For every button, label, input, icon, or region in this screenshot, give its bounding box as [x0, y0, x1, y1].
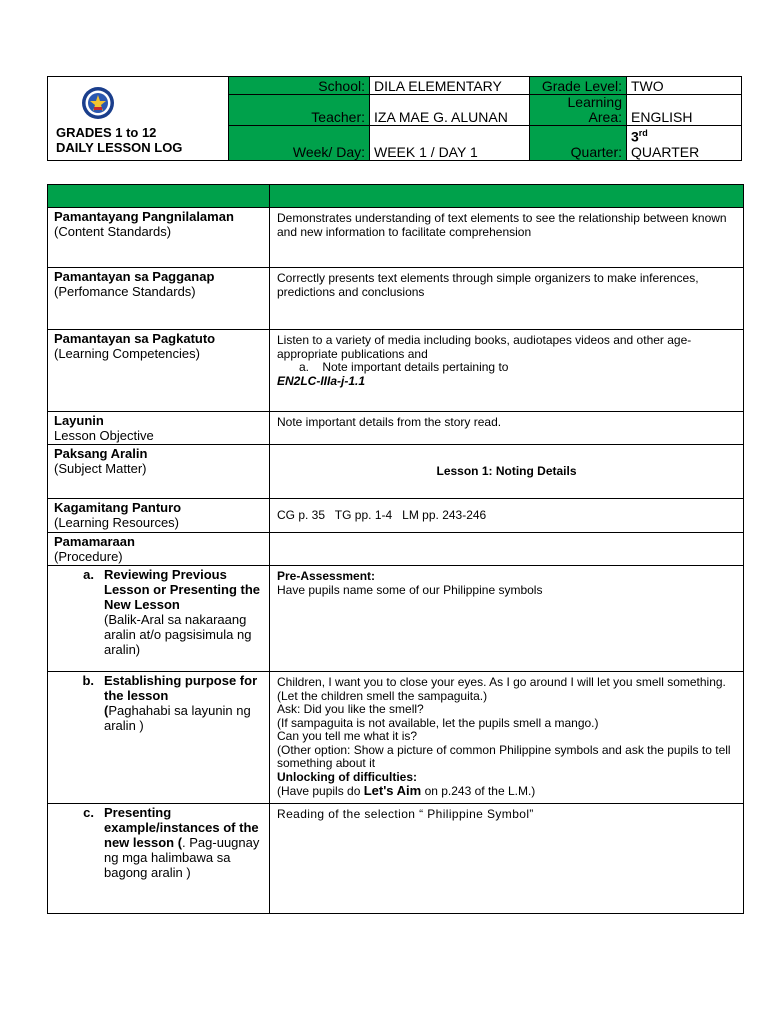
unlocking-heading: Unlocking of difficulties: — [277, 769, 417, 784]
competency-code: EN2LC-IIIa-j-1.1 — [277, 373, 366, 388]
row-label-bold: Kagamitang Panturo — [54, 500, 182, 515]
quarter-word: QUARTER — [631, 143, 700, 160]
row-label — [48, 445, 270, 499]
header-table — [47, 76, 742, 161]
row-label-bold: Layunin — [54, 413, 104, 428]
school-label: School: — [229, 77, 370, 95]
doc-title-line1: GRADES 1 to 12 — [56, 125, 157, 140]
row-label — [48, 672, 270, 804]
area-label-line2: Area: — [588, 109, 622, 125]
table-row-lesson-objective — [48, 412, 744, 445]
row-label-sub: Lesson Objective — [54, 428, 154, 443]
area-value: ENGLISH — [627, 95, 742, 126]
table-row-procedure-b — [48, 672, 744, 804]
pre-assessment-heading: Pre-Assessment: — [277, 569, 376, 583]
purpose-line5: (Other option: Show a picture of common Philippine symbols and ask the pupils to tell something about it — [277, 742, 731, 770]
quarter-sup: rd — [638, 128, 648, 138]
competency-item: a. Note important details pertaining to — [299, 360, 509, 374]
row-label — [48, 268, 270, 330]
lets-aim-text: Let's Aim — [363, 783, 422, 798]
table-row-learning-resources — [48, 499, 744, 533]
grade-label: Grade Level: — [530, 77, 627, 95]
row-label-sub: (Content Standards) — [54, 224, 172, 239]
row-label — [48, 499, 270, 533]
purpose-line6-c: on p.243 of the L.M.) — [421, 784, 536, 798]
proc-sub: . Pag-uugnay ng mga halimbawa sa bagong aralin ) — [104, 834, 260, 880]
purpose-line6-a: (Have pupils do — [277, 784, 364, 798]
row-label-sub: (Learning Resources) — [54, 515, 180, 530]
row-content — [270, 566, 744, 672]
proc-sub: Paghahabi sa layunin ng aralin ) — [104, 703, 251, 733]
week-value: WEEK 1 / DAY 1 — [370, 126, 530, 161]
area-label — [530, 95, 627, 126]
table-header-row — [48, 185, 744, 208]
table-row-procedure — [48, 533, 744, 566]
school-value: DILA ELEMENTARY — [370, 77, 530, 95]
doc-title-line2: DAILY LESSON LOG — [56, 140, 183, 155]
row-label — [48, 208, 270, 268]
row-label-bold: Pamamaraan — [54, 534, 135, 549]
quarter-label: Quarter: — [530, 126, 627, 161]
row-label-sub: (Learning Competencies) — [54, 346, 200, 361]
table-row-content-standards — [48, 208, 744, 268]
logo-title-cell — [48, 77, 229, 161]
row-label — [48, 566, 270, 672]
row-label-sub: (Procedure) — [54, 549, 123, 564]
row-label-sub: (Perfomance Standards) — [54, 284, 196, 299]
row-content: Demonstrates understanding of text elements to see the relationship between known and new information to facilitate comprehension — [270, 208, 744, 268]
proc-sub-paren: ( — [104, 703, 109, 718]
row-content — [270, 533, 744, 566]
proc-letter: b. — [82, 673, 94, 688]
purpose-line1: Children, I want you to close your eyes. As I go around I will let you smell something. (Let the children smell the sampaguita.) — [277, 675, 726, 703]
table-row-performance-standards — [48, 268, 744, 330]
table-row-procedure-c — [48, 803, 744, 913]
header-cell-right — [270, 185, 744, 208]
proc-letter: c. — [83, 804, 94, 820]
row-content — [270, 672, 744, 804]
row-label-bold: Paksang Aralin — [54, 446, 148, 461]
week-label: Week/ Day: — [229, 126, 370, 161]
purpose-line4: Can you tell me what it is? — [277, 729, 418, 743]
row-content — [270, 330, 744, 412]
area-label-line1: Learning — [567, 94, 622, 110]
header-cell-left — [48, 185, 270, 208]
row-content: Note important details from the story read. — [270, 412, 744, 445]
competency-text: Listen to a variety of media including books, audiotapes videos and other age-appropriate publications and — [277, 333, 692, 361]
lesson-table — [47, 184, 744, 914]
proc-sub: (Balik-Aral sa nakaraang aralin at/o pagsisimula ng aralin) — [104, 612, 252, 657]
purpose-line6 — [277, 784, 736, 799]
row-label — [48, 533, 270, 566]
proc-title: Reviewing Previous Lesson or Presenting the New Lesson — [104, 567, 261, 612]
teacher-value: IZA MAE G. ALUNAN — [370, 95, 530, 126]
purpose-line2: Ask: Did you like the smell? — [277, 702, 424, 716]
grade-value: TWO — [627, 77, 742, 95]
table-row-procedure-a — [48, 566, 744, 672]
proc-letter: a. — [83, 567, 94, 582]
row-content: Lesson 1: Noting Details — [270, 445, 744, 499]
row-label — [48, 412, 270, 445]
quarter-value — [627, 126, 742, 161]
row-label — [48, 803, 270, 913]
row-label — [48, 330, 270, 412]
row-label-bold: Pamantayan sa Pagkatuto — [54, 331, 216, 346]
row-content: Reading of the selection “ Philippine Symbol” — [270, 803, 744, 913]
teacher-label: Teacher: — [229, 95, 370, 126]
proc-title: Presenting example/instances of the new lesson ( — [104, 804, 259, 850]
proc-title: Establishing purpose for the lesson — [104, 673, 258, 703]
table-row-subject-matter — [48, 445, 744, 499]
deped-seal-icon — [81, 86, 115, 120]
table-row-learning-competencies — [48, 330, 744, 412]
quarter-num: 3 — [631, 128, 639, 145]
purpose-line3: (If sampaguita is not available, let the pupils smell a mango.) — [277, 715, 599, 730]
row-label-bold: Pamantayan sa Pagganap — [54, 269, 215, 284]
pre-assessment-text: Have pupils name some of our Philippine symbols — [277, 582, 543, 597]
row-content: Correctly presents text elements through simple organizers to make inferences, predictions and conclusions — [270, 268, 744, 330]
row-label-bold: Pamantayang Pangnilalaman — [54, 209, 234, 224]
row-content: CG p. 35 TG pp. 1-4 LM pp. 243-246 — [270, 499, 744, 533]
row-label-sub: (Subject Matter) — [54, 461, 147, 476]
